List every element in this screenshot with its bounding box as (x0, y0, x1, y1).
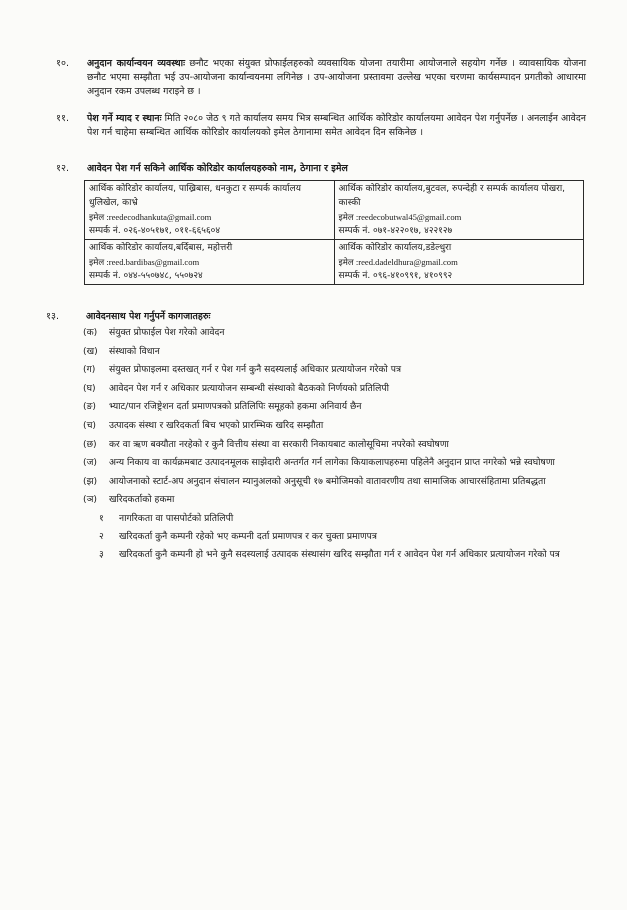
contact-table (84, 180, 584, 285)
section-text: मिति २०८० जेठ ९ गते कार्यालय समय भित्र सम्बन्धित आर्थिक कोरिडोर कार्यालयमा आवेदन पेश गर्नुपर्नेछ । अनलाईन आवेदन पेश गर्न चाहेमा सम्बन्धित आर्थिक कोरिडोर कार्यालयको इमेल ठेगानामा समेत आवेदन दिन सकिनेछ । (87, 113, 586, 138)
item-label: (ग) (83, 364, 96, 376)
item-text: अन्य निकाय वा कार्यक्रमबाट उत्पादनमूलक साझेदारी अन्तर्गत गर्न लागेका कियाकलापहरुमा पहिलेनै अनुदान प्राप्त नगरेको भन्ने स्वघोषणा (109, 457, 555, 469)
list-item (83, 475, 593, 489)
table-row (85, 240, 584, 285)
list-item (83, 382, 593, 396)
sub-list-item (83, 512, 593, 526)
item-text: कर वा ऋण बक्यौता नरहेको र कुनै वित्तीय संस्था वा सरकारी निकायबाट कालोसूचिमा नपरेको स्वघोषणा (109, 438, 449, 450)
list-item (83, 363, 593, 377)
item-text: खरिदकर्ताको हकमा (109, 494, 175, 506)
sub-item-text: खरिदकर्ता कुनै कम्पनी हो भने कुनै सदस्यलाई उत्पादक संस्थासंग खरिद सम्झौता गर्न र आवेदन पेश गर्न अधिकार प्रत्यायोजन गरेको पत्र (119, 548, 560, 560)
office-email: इमेल :reed.bardibas@gmail.com (89, 257, 200, 267)
office-email: इमेल :reed.dadeldhura@gmail.com (338, 257, 458, 267)
item-label: (च) (83, 419, 97, 431)
list-item (83, 400, 593, 414)
list-item (83, 438, 593, 452)
section-heading: आवेदन पेश गर्न सकिने आर्थिक कोरिडोर कार्यालयहरुको नाम, ठेगाना र इमेल (87, 163, 348, 174)
office-name: आर्थिक कोरिडोर कार्यालय,बर्दिबास, महोत्तरी (89, 243, 233, 253)
section-body (87, 57, 586, 99)
sub-item-text: खरिदकर्ता कुनै कम्पनी रहेको भए कम्पनी दर्ता प्रमाणपत्र र कर चुक्ता प्रमाणपत्र (119, 530, 377, 542)
sub-item-text: नागरिकता वा पासपोर्टको प्रतिलिपी (119, 512, 234, 524)
list-item (83, 493, 593, 507)
item-text: संयुक्त प्रोफाइलमा दस्तखत् गर्न र पेश गर्न कुनै सदस्यलाई अधिकार प्रत्यायोजन गरेको पत्र (109, 364, 402, 376)
list-item (83, 326, 593, 340)
office-cell (85, 240, 335, 285)
list-item (83, 345, 593, 359)
office-cell (85, 181, 335, 240)
sub-list-item (83, 548, 593, 562)
office-email: इमेल :reedecobutwal45@gmail.com (338, 212, 462, 222)
section-text: छनौट भएका संयुक्त प्रोफाईलहरुको व्यवसायिक योजना तयारीमा आयोजनाले सहयोग गर्नेछ । व्यावसायिक योजना छनौट भएमा सम्झौता भई उप-आयोजना कार्यान्वयनमा लगिनेछ । उप-आयोजना प्रस्तावमा उल्लेख भएका चरणमा कार्यसम्पादन प्रगतीको आधारमा अनुदान रकम उपलब्ध गराइने छ । (87, 58, 587, 97)
list-item (83, 456, 593, 470)
office-name: आर्थिक कोरिडोर कार्यालय,डडेल्धुरा (338, 243, 452, 253)
section-heading: पेश गर्ने म्याद र स्थानः (87, 113, 162, 124)
table-row (85, 181, 584, 240)
item-text: संयुक्त प्रोफाईल पेश गरेको आवेदन (109, 327, 225, 338)
item-text: संस्थाको विधान (109, 345, 160, 357)
section-number: ११. (56, 113, 70, 124)
sub-item-label: १ (99, 512, 104, 524)
office-cell (334, 240, 584, 285)
item-label: (ञ) (83, 494, 97, 506)
required-documents-list (83, 326, 593, 566)
item-text: उत्पादक संस्था र खरिदकर्ता बिच भएको प्रारम्भिक खरिद सम्झौता (109, 419, 324, 431)
item-text: आवेदन पेश गर्न र अधिकार प्रत्यायोजन सम्बन्धी संस्थाको बैठकको निर्णयको प्रतिलिपी (109, 382, 389, 394)
section-number: १०. (56, 58, 70, 69)
office-phone: सम्पर्क नं. ०२६-४०५१७१, ०११-६६५६०४ (89, 226, 221, 236)
item-text: आयोजनाको स्टार्ट-अप अनुदान संचालन म्यानुअलको अनुसूची १७ बमोजिमको वातावरणीय तथा सामाजिक आचारसंहितामा प्रतिबद्धता (109, 475, 546, 487)
section-body (87, 162, 586, 176)
list-item (83, 419, 593, 433)
office-phone: सम्पर्क नं. ०४४-५५०७४८, ५५०७२४ (89, 271, 203, 281)
office-phone: सम्पर्क नं. ०९६-४१०९९१, ४१०९९२ (338, 271, 453, 281)
section-10 (56, 57, 586, 99)
item-label: (क) (83, 327, 98, 338)
sub-item-label: २ (99, 530, 104, 542)
item-label: (झ) (83, 475, 98, 487)
item-label: (ख) (83, 345, 98, 357)
section-heading: आवेदनसाथ पेश गर्नुपर्ने कागजातहरुः (86, 311, 211, 322)
item-label: (छ) (83, 438, 97, 450)
section-heading: अनुदान कार्यान्वयन व्यवस्थाः (87, 58, 185, 69)
item-label: (ङ) (83, 401, 97, 413)
section-12 (56, 162, 586, 176)
office-email: इमेल :reedecodhankuta@gmail.com (89, 212, 212, 222)
sub-list-item (83, 530, 593, 544)
office-name: आर्थिक कोरिडोर कार्यालय, पाख्रिबास, धनकुटा र सम्पर्क कार्यालय धुलिखेल, काभ्रे (89, 184, 301, 208)
section-body (86, 310, 576, 324)
office-name: आर्थिक कोरिडोर कार्यालय,बुटवल, रुपन्देही र सम्पर्क कार्यालय पोखरा, कास्की (338, 184, 566, 208)
section-body (87, 112, 586, 140)
section-number: १२. (56, 163, 70, 174)
section-11 (56, 112, 586, 140)
item-label: (ज) (83, 457, 97, 469)
office-phone: सम्पर्क नं. ०७१-४२२०१७, ४२२१२७ (338, 226, 453, 236)
sub-item-label: ३ (99, 548, 104, 560)
section-13 (46, 310, 576, 324)
office-cell (334, 181, 584, 240)
section-number: १३. (46, 311, 60, 322)
item-text: भ्याट/पान रजिष्ट्रेशन दर्ता प्रमाणपत्रको प्रतिलिपिः समूहको हकमा अनिवार्य छैन (109, 401, 362, 413)
item-label: (घ) (83, 382, 96, 394)
